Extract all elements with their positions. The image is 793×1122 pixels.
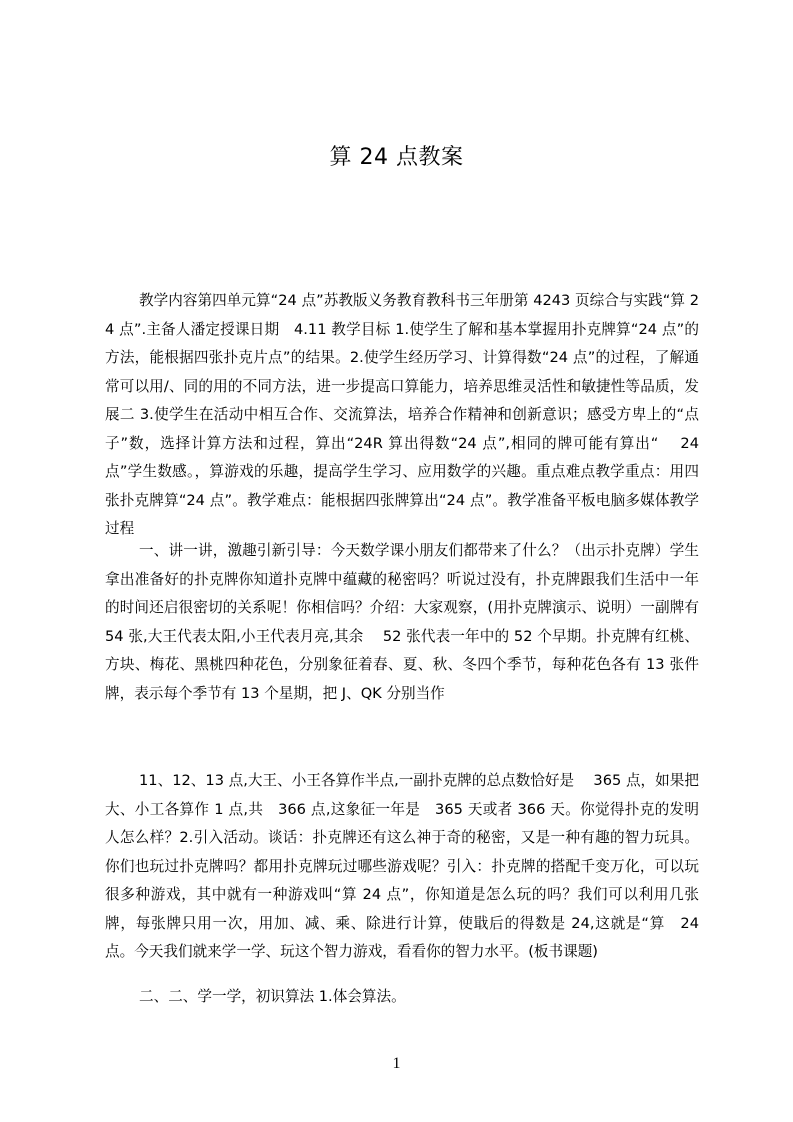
paragraph-teaching-overview: 教学内容第四单元算“24 点”苏教版义务教育教科书三年册第 4243 页综合与实践“算 24 点”.主备人潘定授课日期 4.11 教学目标 1.使学生了解和基本掌握用扑克牌算“24 点”的方法，能根据四张扑克片点”的结果。2.使学生经历学习、计算得数“24 点”的过程，了解通常可以用/、同的用的不同方法，进一步提高口算能力，培养思维灵活性和敏捷性等品质，发展二 3.使学生在活动中相互合作、交流算法，培养合作精神和创新意识；感受方卑上的“点子”数，选择计算方法和过程，算出“24R 算出得数“24 点”,相同的牌可能有算出“ 24 点”学生数感。，算游戏的乐趣，提高学生学习、应用数学的兴趣。重点难点教学重点：用四张扑克牌算“24 点”。教学难点：能根据四张牌算出“24 点”。教学准备平板电脑多媒体教学过程 (105, 292, 699, 537)
document-title: 算 24 点教案 (329, 145, 464, 170)
paragraph-activity-intro: 11、12、13 点,大王、小王各算作半点,一副扑克牌的总点数恰好是 365 点，如果把大、小工各算作 1 点,共 366 点,这象征一年是 365 天或者 366 天。你觉得扑克的发明人怎么样？2.引入活动。谈话：扑克牌还有这么神于奇的秘密，又是一种有趣的智力玩具。你们也玩过扑克牌吗？都用扑克牌玩过哪些游戏呢？引入：扑克牌的搭配千变万化，可以玩很多种游戏，其中就有一种游戏叫“算 24 点”，你知道是怎么玩的吗？我们可以利用几张牌，每张牌只用一次，用加、减、乘、除进行计算，使戢后的得数是 24,这就是“算 24 点。今天我们就来学一学、玩这个智力游戏，看看你的智力水平。(板书课题) (105, 772, 699, 960)
paragraph-introduction: 一、讲一讲，激趣引新引导：今天数学课小朋友们都带来了什么？（出示扑克牌）学生拿出准备好的扑克牌你知道扑克牌中蕴藏的秘密吗？听说过没有，扑克牌跟我们生活中一年的时间还启很密切的关系呢！你相信吗？介绍：大家观察，(用扑克牌演示、说明）一副牌有 54 张,大王代表太阳,小王代表月亮,其余 52 张代表一年中的 52 个早期。扑克牌有红桃、方块、梅花、黑桃四种花色，分别象征着春、夏、秋、冬四个季节，每种花色各有 13 张件牌，表示每个季节有 13 个星期，把 J、QK 分别当作 (105, 542, 699, 702)
paragraph-section-two-heading: 二、二、学一学，初识算法 1.体会算法。 (139, 988, 406, 1005)
page-number: 1 (392, 1055, 401, 1072)
